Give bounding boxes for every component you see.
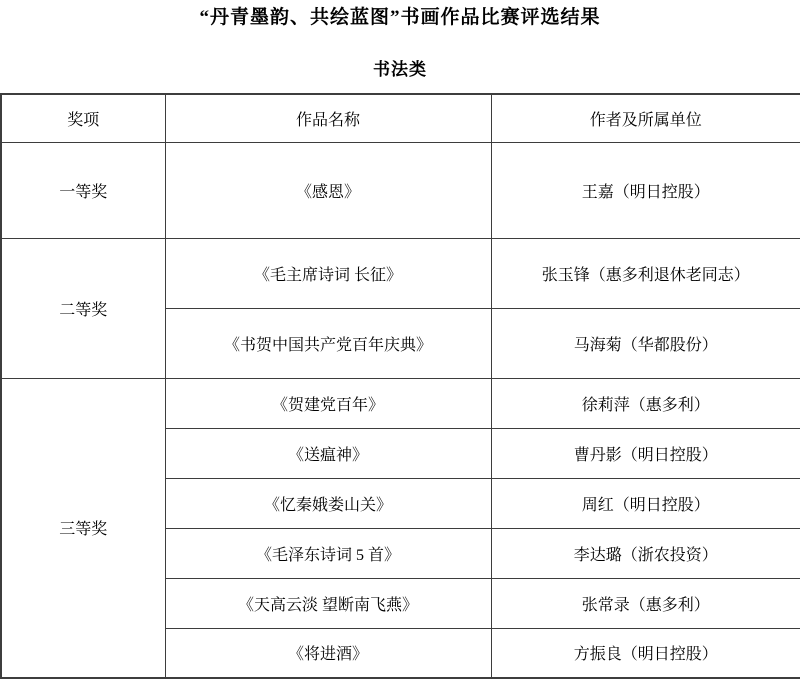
work-cell: 《天高云淡 望断南飞燕》 xyxy=(165,578,491,628)
author-cell: 张玉锋（惠多利退休老同志） xyxy=(491,238,800,308)
table-header-row xyxy=(1,94,800,142)
results-table xyxy=(0,93,800,679)
header-work: 作品名称 xyxy=(165,94,491,142)
author-cell: 马海菊（华都股份） xyxy=(491,308,800,378)
work-cell: 《毛泽东诗词 5 首》 xyxy=(165,528,491,578)
document-title: “丹青墨韵、共绘蓝图”书画作品比赛评选结果 xyxy=(199,7,601,28)
work-cell: 《忆秦娥娄山关》 xyxy=(165,478,491,528)
work-cell: 《将进酒》 xyxy=(165,628,491,678)
table-row xyxy=(1,238,800,308)
header-award: 奖项 xyxy=(1,94,165,142)
author-cell: 张常录（惠多利） xyxy=(491,578,800,628)
work-cell: 《送瘟神》 xyxy=(165,428,491,478)
work-cell: 《毛主席诗词 长征》 xyxy=(165,238,491,308)
award-cell-first-prize: 一等奖 xyxy=(1,142,165,238)
category-subtitle: 书法类 xyxy=(373,60,427,79)
author-cell: 徐莉萍（惠多利） xyxy=(491,378,800,428)
author-cell: 曹丹影（明日控股） xyxy=(491,428,800,478)
author-cell: 方振良（明日控股） xyxy=(491,628,800,678)
award-cell-third-prize: 三等奖 xyxy=(1,378,165,678)
author-cell: 周红（明日控股） xyxy=(491,478,800,528)
work-cell: 《书贺中国共产党百年庆典》 xyxy=(165,308,491,378)
work-cell: 《贺建党百年》 xyxy=(165,378,491,428)
author-cell: 王嘉（明日控股） xyxy=(491,142,800,238)
table-row xyxy=(1,378,800,428)
author-cell: 李达璐（浙农投资） xyxy=(491,528,800,578)
award-cell-second-prize: 二等奖 xyxy=(1,238,165,378)
header-author: 作者及所属单位 xyxy=(491,94,800,142)
work-cell: 《感恩》 xyxy=(165,142,491,238)
table-row xyxy=(1,142,800,238)
